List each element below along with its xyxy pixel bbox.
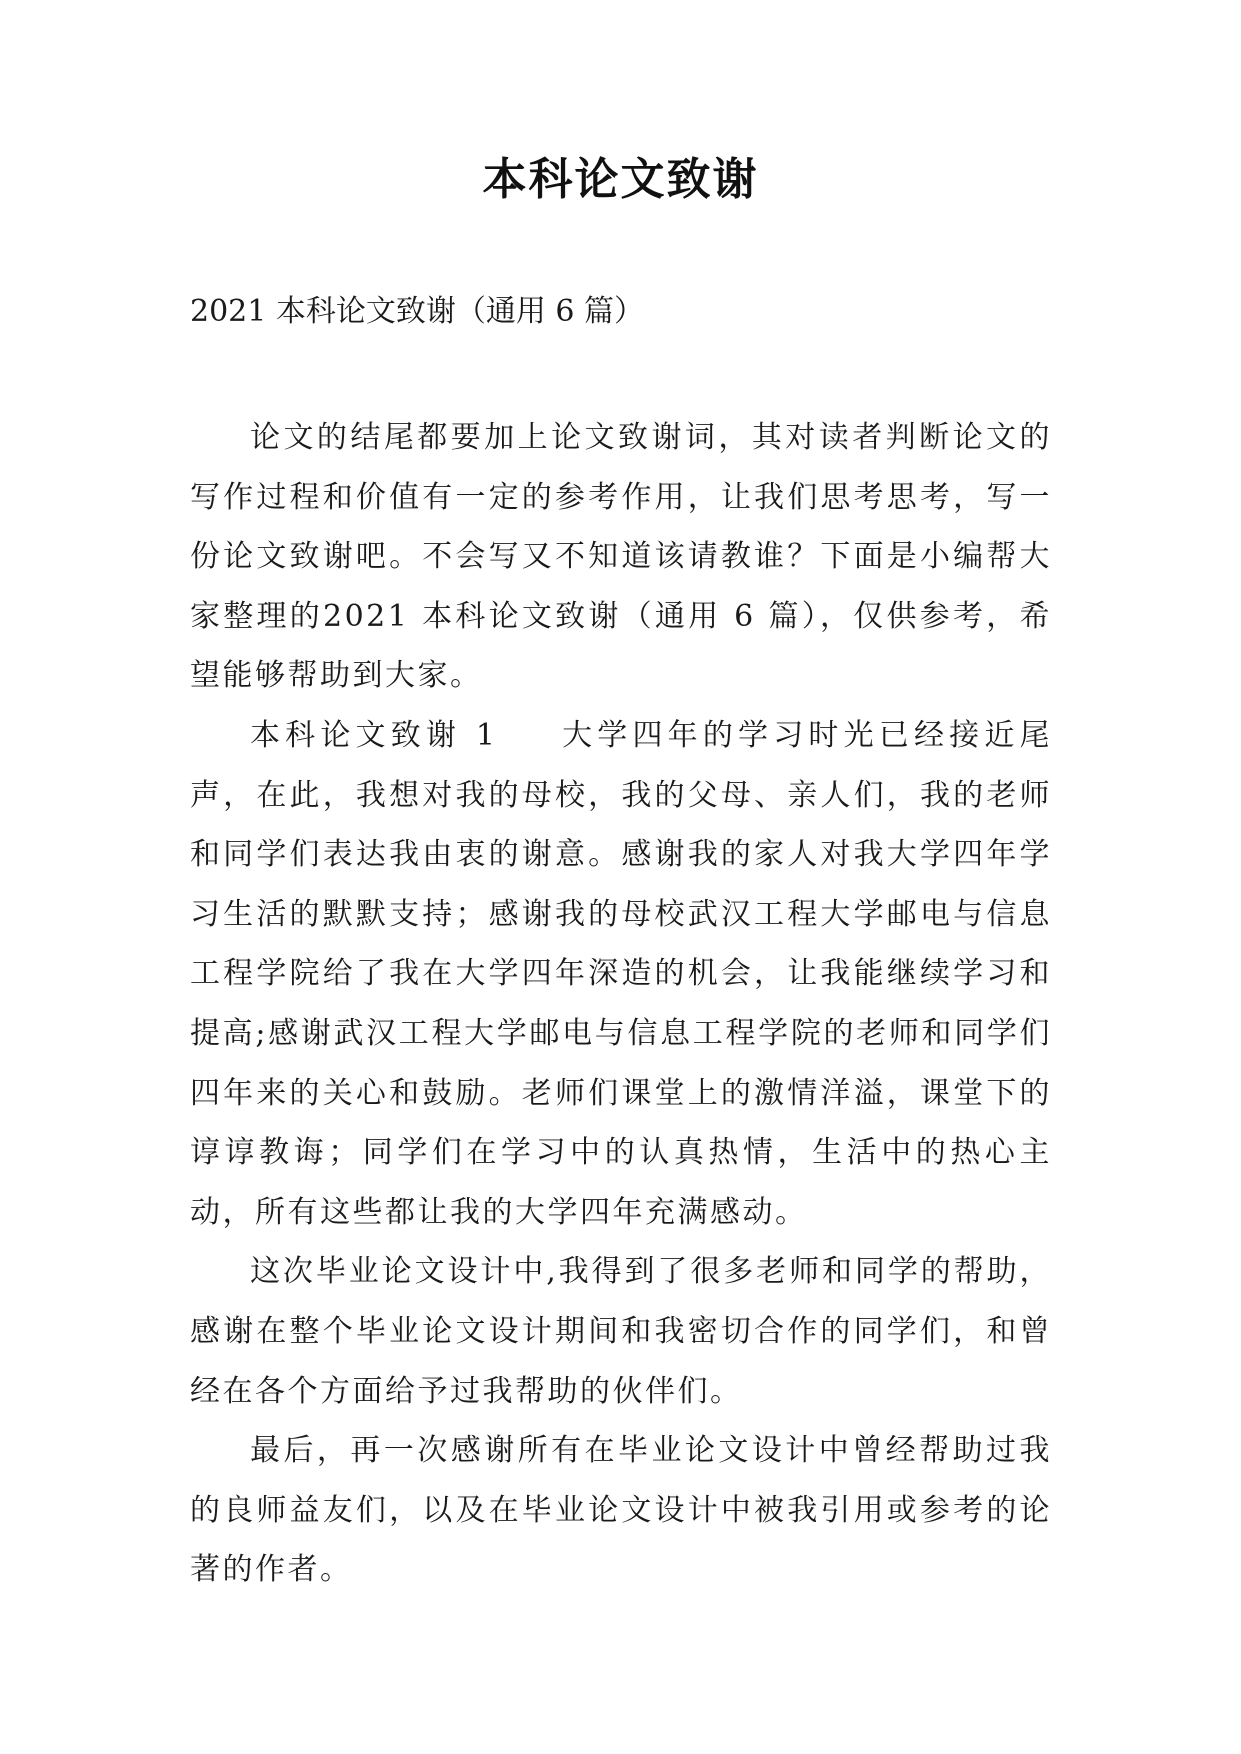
paragraph-4: 最后，再一次感谢所有在毕业论文设计中曾经帮助过我的良师益友们，以及在毕业论文设计中被我引用或参考的论著的作者。	[190, 1433, 1052, 1588]
section-1-label: 本科论文致谢 1	[250, 717, 498, 753]
document-subtitle: 2021 本科论文致谢（通用 6 篇）	[190, 294, 645, 329]
paragraph-3: 这次毕业论文设计中,我得到了很多老师和同学的帮助，感谢在整个毕业论文设计期间和我密切合作的同学们，和曾经在各个方面给予过我帮助的伙伴们。	[190, 1254, 1052, 1409]
section-1-paragraph	[190, 706, 1052, 1242]
document-body	[190, 408, 1052, 1600]
intro-paragraph: 论文的结尾都要加上论文致谢词，其对读者判断论文的写作过程和价值有一定的参考作用，让我们思考思考，写一份论文致谢吧。不会写又不知道该请教谁？下面是小编帮大家整理的2021 本科论文致谢（通用 6 篇），仅供参考，希望能够帮助到大家。	[190, 420, 1052, 694]
document-title: 本科论文致谢	[482, 154, 759, 205]
section-1-text: 大学四年的学习时光已经接近尾声，在此，我想对我的母校，我的父母、亲人们，我的老师和同学们表达我由衷的谢意。感谢我的家人对我大学四年学习生活的默默支持；感谢我的母校武汉工程大学邮电与信息工程学院给了我在大学四年深造的机会，让我能继续学习和提高;感谢武汉工程大学邮电与信息工程学院的老师和同学们四年来的关心和鼓励。老师们课堂上的激情洋溢，课堂下的谆谆教诲；同学们在学习中的认真热情，生活中的热心主动，所有这些都让我的大学四年充满感动。	[190, 717, 1053, 1230]
